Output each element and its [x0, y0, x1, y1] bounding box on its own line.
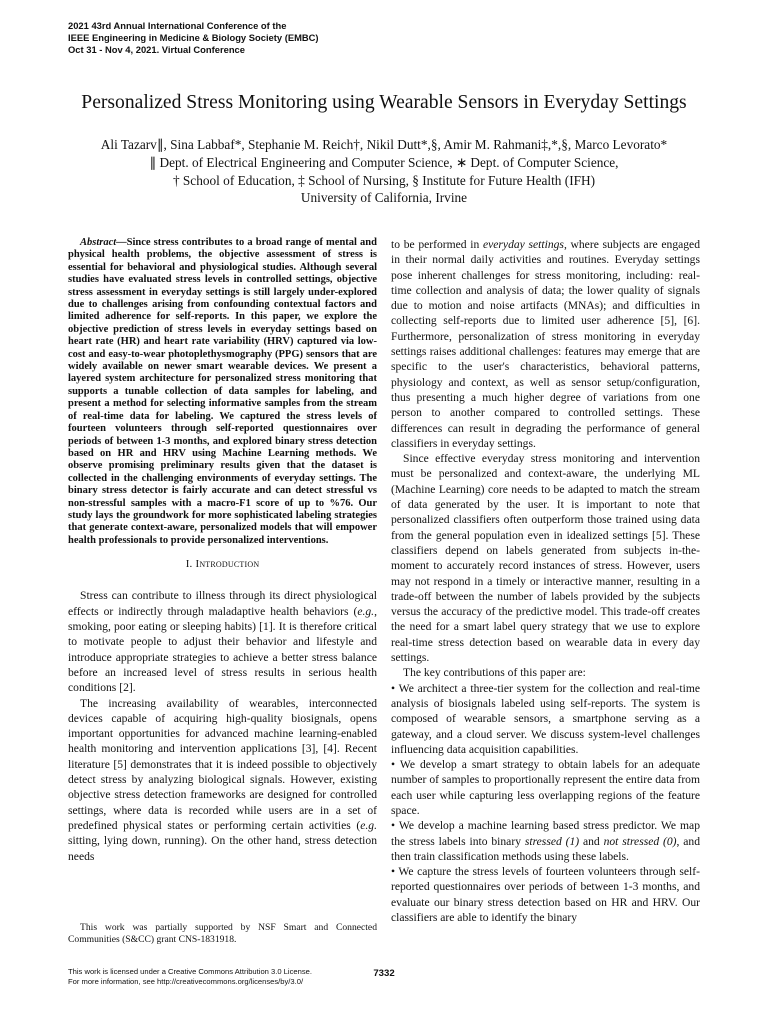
text-run-italic: e.g. [360, 818, 377, 832]
text-run: to be performed in [391, 238, 483, 251]
abstract [68, 237, 377, 547]
conference-line-2: IEEE Engineering in Medicine & Biology Society (EMBC) [68, 32, 319, 43]
affiliation-line-3: University of California, Irvine [300, 190, 468, 206]
author-names: Ali Tazarv∥, Sina Labbaf*, Stephanie M. Reich†, Nikil Dutt*,§, Amir M. Rahmani‡,*,§, Marco Levorato* [100, 137, 668, 152]
text-run-italic: everyday settings [482, 238, 564, 251]
funding-footnote: This work was partially supported by NSF Smart and Connected Communities (S&CC) grant CNS-1831918. [68, 922, 377, 945]
text-run: • We develop a machine learning based stress predictor. We map the stress labels into binary [391, 819, 700, 848]
text-run: The increasing availability of wearables, interconnected devices capable of acquiring high-quality biosignals, opens important opportunities for advanced machine learning-enabled health monitoring and intervention applications [3], [4]. Recent literature [5] demonstrates that it is indeed possible to objectively detect stress by analyzing biological signals. However, existing objective stress detection frameworks are designed for controlled settings, where data is recorded while users are in a set of predefined physical states or performing certain activities ( [68, 696, 377, 832]
conference-line-3: Oct 31 - Nov 4, 2021. Virtual Conference [68, 44, 245, 55]
abstract-dash: — [116, 237, 127, 248]
text-run: , and then train classification methods using these labels. [391, 834, 701, 863]
section-title: Introduction [195, 558, 260, 571]
conference-header [68, 20, 468, 56]
page-number: 7332 [373, 968, 395, 979]
text-run-italic: not stressed (0) [603, 834, 677, 848]
text-run: and [579, 834, 604, 848]
contribution-bullet-3 [391, 818, 700, 864]
conference-line-1: 2021 43rd Annual International Conference of the [68, 20, 287, 31]
text-run: sitting, lying down, running). On the other hand, stress detection needs [68, 834, 377, 863]
license-notice [68, 967, 368, 986]
contribution-bullet-2: • We develop a smart strategy to obtain labels for an adequate number of samples to proportionally represent the entire data from each user while capturing less overlapping regions of the feature space. [391, 758, 700, 817]
text-run: , where subjects are engaged in their normal daily activities and routines. Everyday settings pose inherent challenges for stress monitoring, including: real-time collection and analysis of data; the lower quality of signals due to motion and noise artifacts (MNAs); and difficulties in collecting self-reports due to limited user adherence [5], [6]. Furthermore, personalization of stress monitoring in everyday settings raises additional challenges: features may emerge that are specific to the user's characteristics, behavioral patterns, physiology and context, as well as sensor setup/configuration, thus presenting a much higher degree of variations from one person to another compared to controlled settings. These differences can result in degrading the performance of general classifiers in everyday settings. [391, 238, 700, 450]
license-line-1: This work is licensed under a Creative Commons Attribution 3.0 License. [68, 967, 312, 976]
section-number: I. [185, 558, 193, 571]
text-run: , smoking, poor eating or sleeping habits) [1]. It is therefore critical to motivate people to adjust their behavior and lifestyle and introduce appropriate strategies to achieve a better stress balance before an increased level of stress results in serious health conditions [2]. [68, 604, 377, 695]
intro-paragraph-3 [391, 237, 700, 451]
abstract-label: Abstract [80, 237, 117, 248]
right-column [391, 237, 700, 925]
affiliation-line-2: † School of Education, ‡ School of Nursing, § Institute for Future Health (IFH) [172, 172, 596, 188]
author-block [40, 136, 728, 207]
license-line-2: For more information, see http://creativecommons.org/licenses/by/3.0/ [68, 976, 304, 986]
text-run-italic: stressed (1) [524, 834, 580, 848]
intro-paragraph-4: Since effective everyday stress monitoring and intervention must be personalized and context-aware, the underlying ML (Machine Learning) core needs to be adapted to match the stream of data generated by the user. It is important to note that personalized classifiers often outperform those trained using data from the general population even in idealized settings [5]. These classifiers depend on labels generated from subjects in-the-moment to accurately record instances of stress. However, users may not respond in a timely or interactive manner, resulting in a trade-off between the number of labels provided by the subjects versus the accuracy of the predictive model. This trade-off creates the need for a smart label query strategy that we use to explore real-time stress detection based on wearable data in every day settings. [391, 452, 700, 665]
text-run-italic: e.g. [357, 604, 375, 618]
intro-paragraph-2 [68, 696, 377, 864]
paper-title: Personalized Stress Monitoring using Wearable Sensors in Everyday Settings [81, 92, 687, 113]
affiliation-line-1: ∥ Dept. of Electrical Engineering and Computer Science, ∗ Dept. of Computer Science, [149, 154, 619, 170]
contribution-bullet-1: • We architect a three-tier system for the collection and real-time analysis of biosignals labeled using self-reports. The system is composed of wearable sensors, a smartphone serving as a gateway, and a cloud server. We discuss system-level challenges influencing data acquisition capabilities. [391, 681, 700, 756]
intro-paragraph-1 [68, 588, 377, 695]
abstract-text: Since stress contributes to a broad range of mental and physical health problems, the objective assessment of stress is essential for behavioral and physiological studies. Although several studies have evaluated stress levels in controlled settings, objective stress assessment in everyday settings is still largely under-explored due to challenges arising from confounding contextual factors and limited adherence for self-reports. In this paper, we explore the objective prediction of stress levels in everyday settings based on heart rate (HR) and heart rate variability (HRV) captured via low-cost and easy-to-wear photoplethysmography (PPG) sensors that are widely available on newer smart wearable devices. We present a layered system architecture for personalized stress monitoring that supports a tunable collection of data samples for labeling, and present a method for selecting informative samples from the stream of real-time data for labeling. We captured the stress levels of fourteen volunteers through self-reported questionnaires over periods of between 1-3 months, and explored binary stress detection based on HR and HRV using Machine Learning methods. We observe promising preliminary results given that the dataset is collected in the challenging environments of everyday settings. The binary stress detector is fairly accurate and can detect stressful vs non-stressful samples with a macro-F1 score of up to %76. Our study lays the groundwork for more sophisticated labeling strategies that generate context-aware, personalized models that will empower health professionals to provide personalized interventions. [68, 237, 377, 546]
contribution-bullet-4: • We capture the stress levels of fourteen volunteers through self-reported questionnaires over periods of between 1-3 months, and evaluate our binary stress detection based on HR and HRV. Our classifiers are able to identify the binary [391, 865, 700, 925]
section-heading-introduction [68, 557, 377, 572]
text-run: Stress can contribute to illness through its direct physiological effects or indirectly through maladaptive health behaviors ( [68, 589, 377, 618]
contributions-intro: The key contributions of this paper are: [403, 666, 586, 680]
left-column [68, 237, 377, 864]
